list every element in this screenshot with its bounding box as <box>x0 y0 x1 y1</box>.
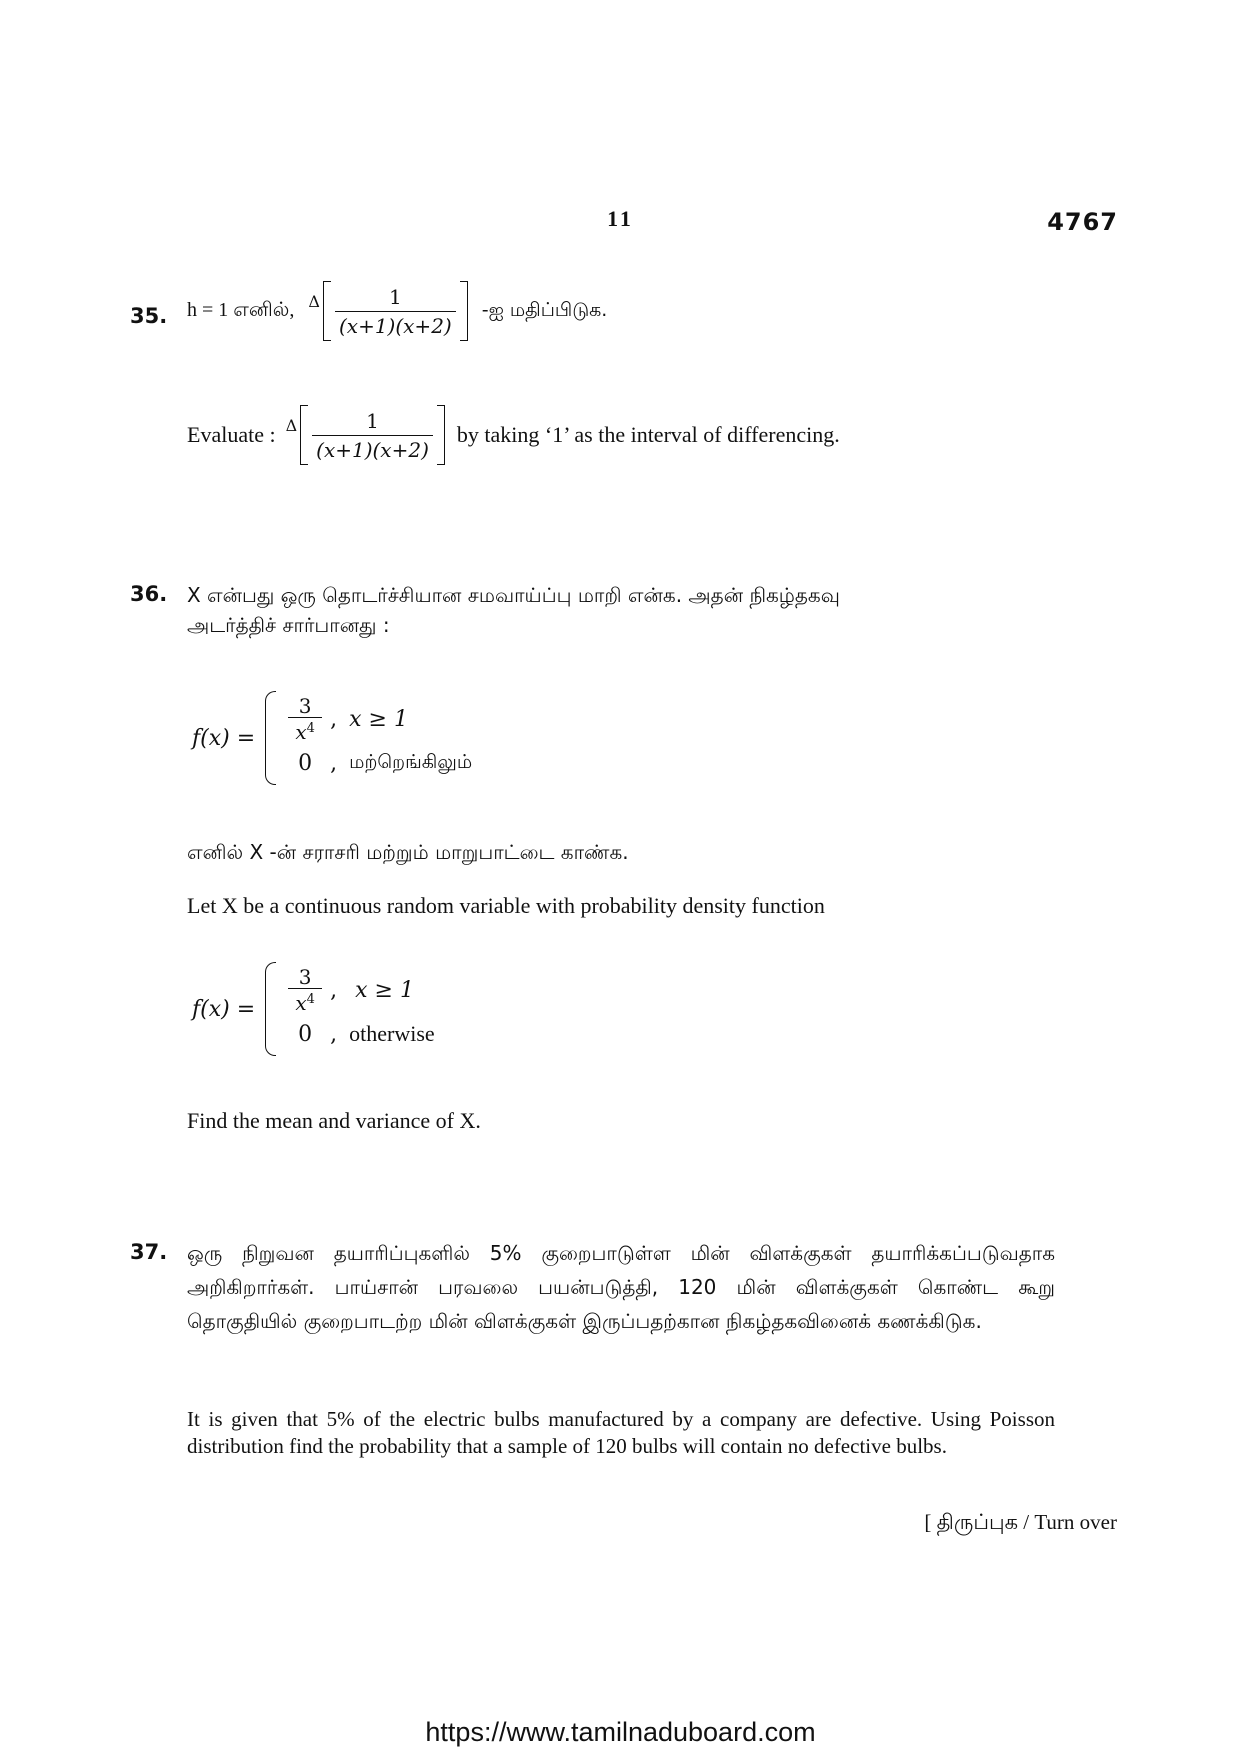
denominator-base: x <box>295 991 307 1015</box>
case-denominator <box>288 717 322 743</box>
case-numerator: 3 <box>298 965 312 989</box>
q35-delta-expression <box>308 281 467 341</box>
piecewise-cases <box>288 694 472 782</box>
fraction-denominator: (x+1)(x+2) <box>335 311 456 338</box>
q36-tamil-question: எனில் X -ன் சராசரி மற்றும் மாறுபாட்டை காண்க. <box>187 840 629 864</box>
q36-english-line: Let X be a continuous random variable with probability density function <box>187 893 825 918</box>
left-brace <box>265 962 276 1056</box>
question-number-37: 37. <box>130 1240 168 1264</box>
q37-tamil-text: ஒரு நிறுவன தயாரிப்புகளில் 5% குறைபாடுள்ள மின் விளக்குகள் தயாரிக்கப்படுவதாக அறிகிறார்கள். பாய்சான் பரவலை பயன்படுத்தி, 120 மின் விளக்குகள் கொண்ட கூறு தொகுதியில் குறைபாடற்ற மின் விளக்குகள் இருப்பதற்கான நிகழ்தகவினைக் கணக்கிடுக. <box>187 1241 1055 1333</box>
right-bracket <box>437 405 445 465</box>
comma: , <box>330 706 338 732</box>
turn-over-text: [ திருப்புக / Turn over <box>924 1510 1117 1534</box>
fraction-numerator: 1 <box>366 408 379 433</box>
q35-english-line <box>187 405 840 465</box>
case-zero: 0 <box>298 750 313 776</box>
case-fraction <box>288 695 322 743</box>
q36-tamil-pdf <box>192 691 472 785</box>
q35-tamil-suffix: -ஐ மதிப்பிடுக. <box>481 298 608 321</box>
case-fraction <box>288 966 322 1014</box>
comma: , <box>330 750 338 776</box>
q36-tamil-line1: X என்பது ஒரு தொடர்ச்சியான சமவாய்ப்பு மாறி என்க. அதன் நிகழ்தகவு <box>187 583 840 607</box>
case-row-1 <box>288 694 472 744</box>
left-brace <box>265 691 276 785</box>
page-number: 11 <box>607 206 634 231</box>
fx-label: f(x) = <box>192 996 256 1022</box>
case-numerator: 3 <box>298 694 312 718</box>
q36-tamil-line2: அடர்த்திச் சார்பானது : <box>187 613 390 637</box>
case-row-2 <box>288 744 472 782</box>
case-condition: x ≥ 1 <box>355 977 414 1003</box>
turn-over-note <box>924 1510 1117 1537</box>
q35-english-prefix: Evaluate : <box>187 422 276 447</box>
denominator-exponent: 4 <box>306 992 315 1007</box>
left-bracket <box>323 281 331 341</box>
q35-tamil-prefix: h = 1 எனில், <box>187 298 295 321</box>
right-bracket <box>460 281 468 341</box>
left-bracket <box>300 405 308 465</box>
q37-english-text: It is given that 5% of the electric bulbs manufactured by a company are defective. Using Poisson distribution find the probability that a sample of 120 bulbs will contain no defective bulbs. <box>187 1407 1055 1458</box>
denominator-exponent: 4 <box>306 721 315 736</box>
website-url: https://www.tamilnaduboard.com <box>425 1717 816 1747</box>
case-otherwise: otherwise <box>349 1021 435 1046</box>
case-otherwise-tamil: மற்றெங்கிலும் <box>349 750 473 773</box>
fx-label: f(x) = <box>192 725 256 751</box>
denominator-base: x <box>295 720 307 744</box>
case-denominator <box>288 988 322 1014</box>
fraction <box>312 409 433 462</box>
fraction-numerator: 1 <box>388 284 402 309</box>
q35-english-delta-expression <box>286 405 445 465</box>
delta-symbol: Δ <box>285 415 298 435</box>
comma: , <box>330 977 338 1003</box>
delta-symbol: Δ <box>308 291 320 311</box>
case-condition: x ≥ 1 <box>349 706 408 732</box>
comma: , <box>330 1021 338 1047</box>
q36-tamil-text <box>187 580 1067 640</box>
case-row-2 <box>288 1015 435 1053</box>
fraction <box>335 285 456 338</box>
q36-english-pdf <box>192 962 435 1056</box>
piecewise-cases <box>288 965 435 1053</box>
paper-code: 4767 <box>1047 208 1118 236</box>
q35-english-suffix: by taking ‘1’ as the interval of differencing. <box>456 422 840 447</box>
fraction-denominator: (x+1)(x+2) <box>312 435 433 462</box>
case-zero: 0 <box>298 1021 313 1047</box>
q35-tamil-line <box>187 281 607 341</box>
q36-english-question: Find the mean and variance of X. <box>187 1108 481 1133</box>
question-number-36: 36. <box>130 582 168 606</box>
question-number-35: 35. <box>130 304 168 328</box>
case-row-1 <box>288 965 435 1015</box>
